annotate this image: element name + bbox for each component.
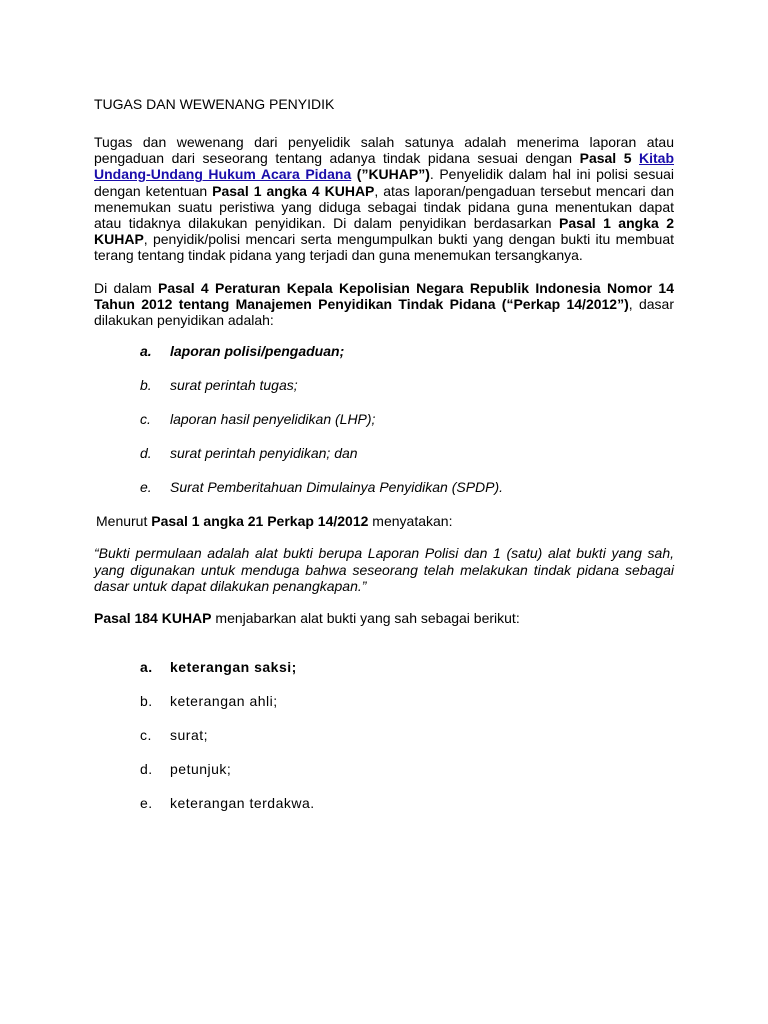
para1-bold-pasal-5: Pasal 5 [579, 150, 632, 167]
list-item [94, 761, 674, 795]
list-item [94, 411, 674, 445]
list-item [94, 659, 674, 693]
list-marker: e. [140, 795, 153, 812]
list-item-text: laporan polisi/pengaduan; [170, 343, 345, 360]
list-marker: e. [140, 479, 152, 496]
list-marker: b. [140, 693, 153, 710]
para2-bold-pasal-4: Pasal 4 Peraturan Kepala Kepolisian Negara Republik Indonesia Nomor 14 Tahun 2012 tentang Manajemen Penyidikan Tindak Pidana (“Perkap 14/2012”) [94, 279, 674, 312]
list-marker: d. [140, 445, 152, 462]
para3-text-1: Menurut [96, 513, 152, 530]
list-item [94, 795, 674, 829]
para4-bold-pasal-184: Pasal 184 KUHAP [94, 610, 212, 627]
para1-bold-pasal-1-angka-4: Pasal 1 angka 4 KUHAP [212, 182, 375, 199]
para1-text-3: , atas laporan/pengaduan tersebut mencari dan menemukan suatu peristiwa yang diduga sebagai tindak pidana guna menentukan dapat atau tidaknya dilakukan penyidikan. Di dalam penyidikan berdasarkan [94, 182, 674, 232]
para1-text-1: Tugas dan wewenang dari penyelidik salah satunya adalah menerima laporan atau pengaduan dari seseorang tentang adanya tindak pidana sesuai dengan [94, 134, 674, 167]
list-marker: c. [140, 411, 151, 428]
list-marker: d. [140, 761, 153, 778]
paragraph-pasal-184 [94, 610, 674, 626]
list-item [94, 445, 674, 479]
dasar-penyidikan-list [94, 343, 674, 513]
list-item-text: surat perintah tugas; [170, 377, 298, 394]
list-item-text: petunjuk; [170, 761, 232, 778]
list-item [94, 377, 674, 411]
list-item [94, 343, 674, 377]
list-item-text: keterangan terdakwa. [170, 795, 315, 812]
document-title: TUGAS DAN WEWENANG PENYIDIK [94, 96, 335, 112]
para1-text-2: . Penyelidik dalam hal ini polisi sesuai dengan ketentuan [94, 166, 675, 199]
list-item-text: keterangan ahli; [170, 693, 278, 710]
kuhap-link[interactable]: Kitab Undang-Undang Hukum Acara Pidana [94, 150, 675, 183]
paragraph-menurut [94, 513, 674, 529]
list-item-text: laporan hasil penyelidikan (LHP); [170, 411, 376, 428]
para4-text-1: menjabarkan alat bukti yang sah sebagai berikut: [211, 610, 520, 627]
para3-text-2: menyatakan: [368, 513, 453, 530]
list-item-text: surat perintah penyidikan; dan [170, 445, 358, 462]
para1-space-1 [632, 150, 640, 166]
para1-bold-kuhap: (”KUHAP”) [356, 166, 430, 183]
list-item [94, 479, 674, 513]
para1-text-4: , penyidik/polisi mencari serta mengumpulkan bukti yang dengan bukti itu membuat terang tentang tindak pidana yang terjadi dan guna menemukan tersangkanya. [94, 231, 674, 264]
para1-bold-pasal-1-angka-2: Pasal 1 angka 2 KUHAP [94, 215, 674, 248]
list-item-text: surat; [170, 727, 209, 744]
paragraph-tugas-wewenang [94, 134, 674, 264]
para2-text-1: Di dalam [94, 279, 159, 296]
paragraph-pasal-4-perkap [94, 280, 674, 329]
alat-bukti-list [94, 659, 674, 829]
quote-bukti-permulaan: “Bukti permulaan adalah alat bukti berupa Laporan Polisi dan 1 (satu) alat bukti yang sah, yang digunakan untuk menduga bahwa seseorang telah melakukan tindak pidana sebagai dasar untuk dapat dilakukan penangkapan.” [94, 545, 674, 594]
document-page [94, 96, 674, 829]
list-item [94, 693, 674, 727]
list-marker: b. [140, 377, 152, 394]
list-marker: c. [140, 727, 152, 744]
para2-text-2: , dasar dilakukan penyidikan adalah: [94, 295, 674, 329]
list-item-text: Surat Pemberitahuan Dimulainya Penyidikan (SPDP). [170, 479, 504, 496]
list-item-text: keterangan saksi; [170, 659, 297, 676]
list-marker: a. [140, 343, 152, 360]
list-item [94, 727, 674, 761]
list-marker: a. [140, 659, 153, 676]
para3-bold-pasal-1-angka-21: Pasal 1 angka 21 Perkap 14/2012 [151, 513, 369, 530]
